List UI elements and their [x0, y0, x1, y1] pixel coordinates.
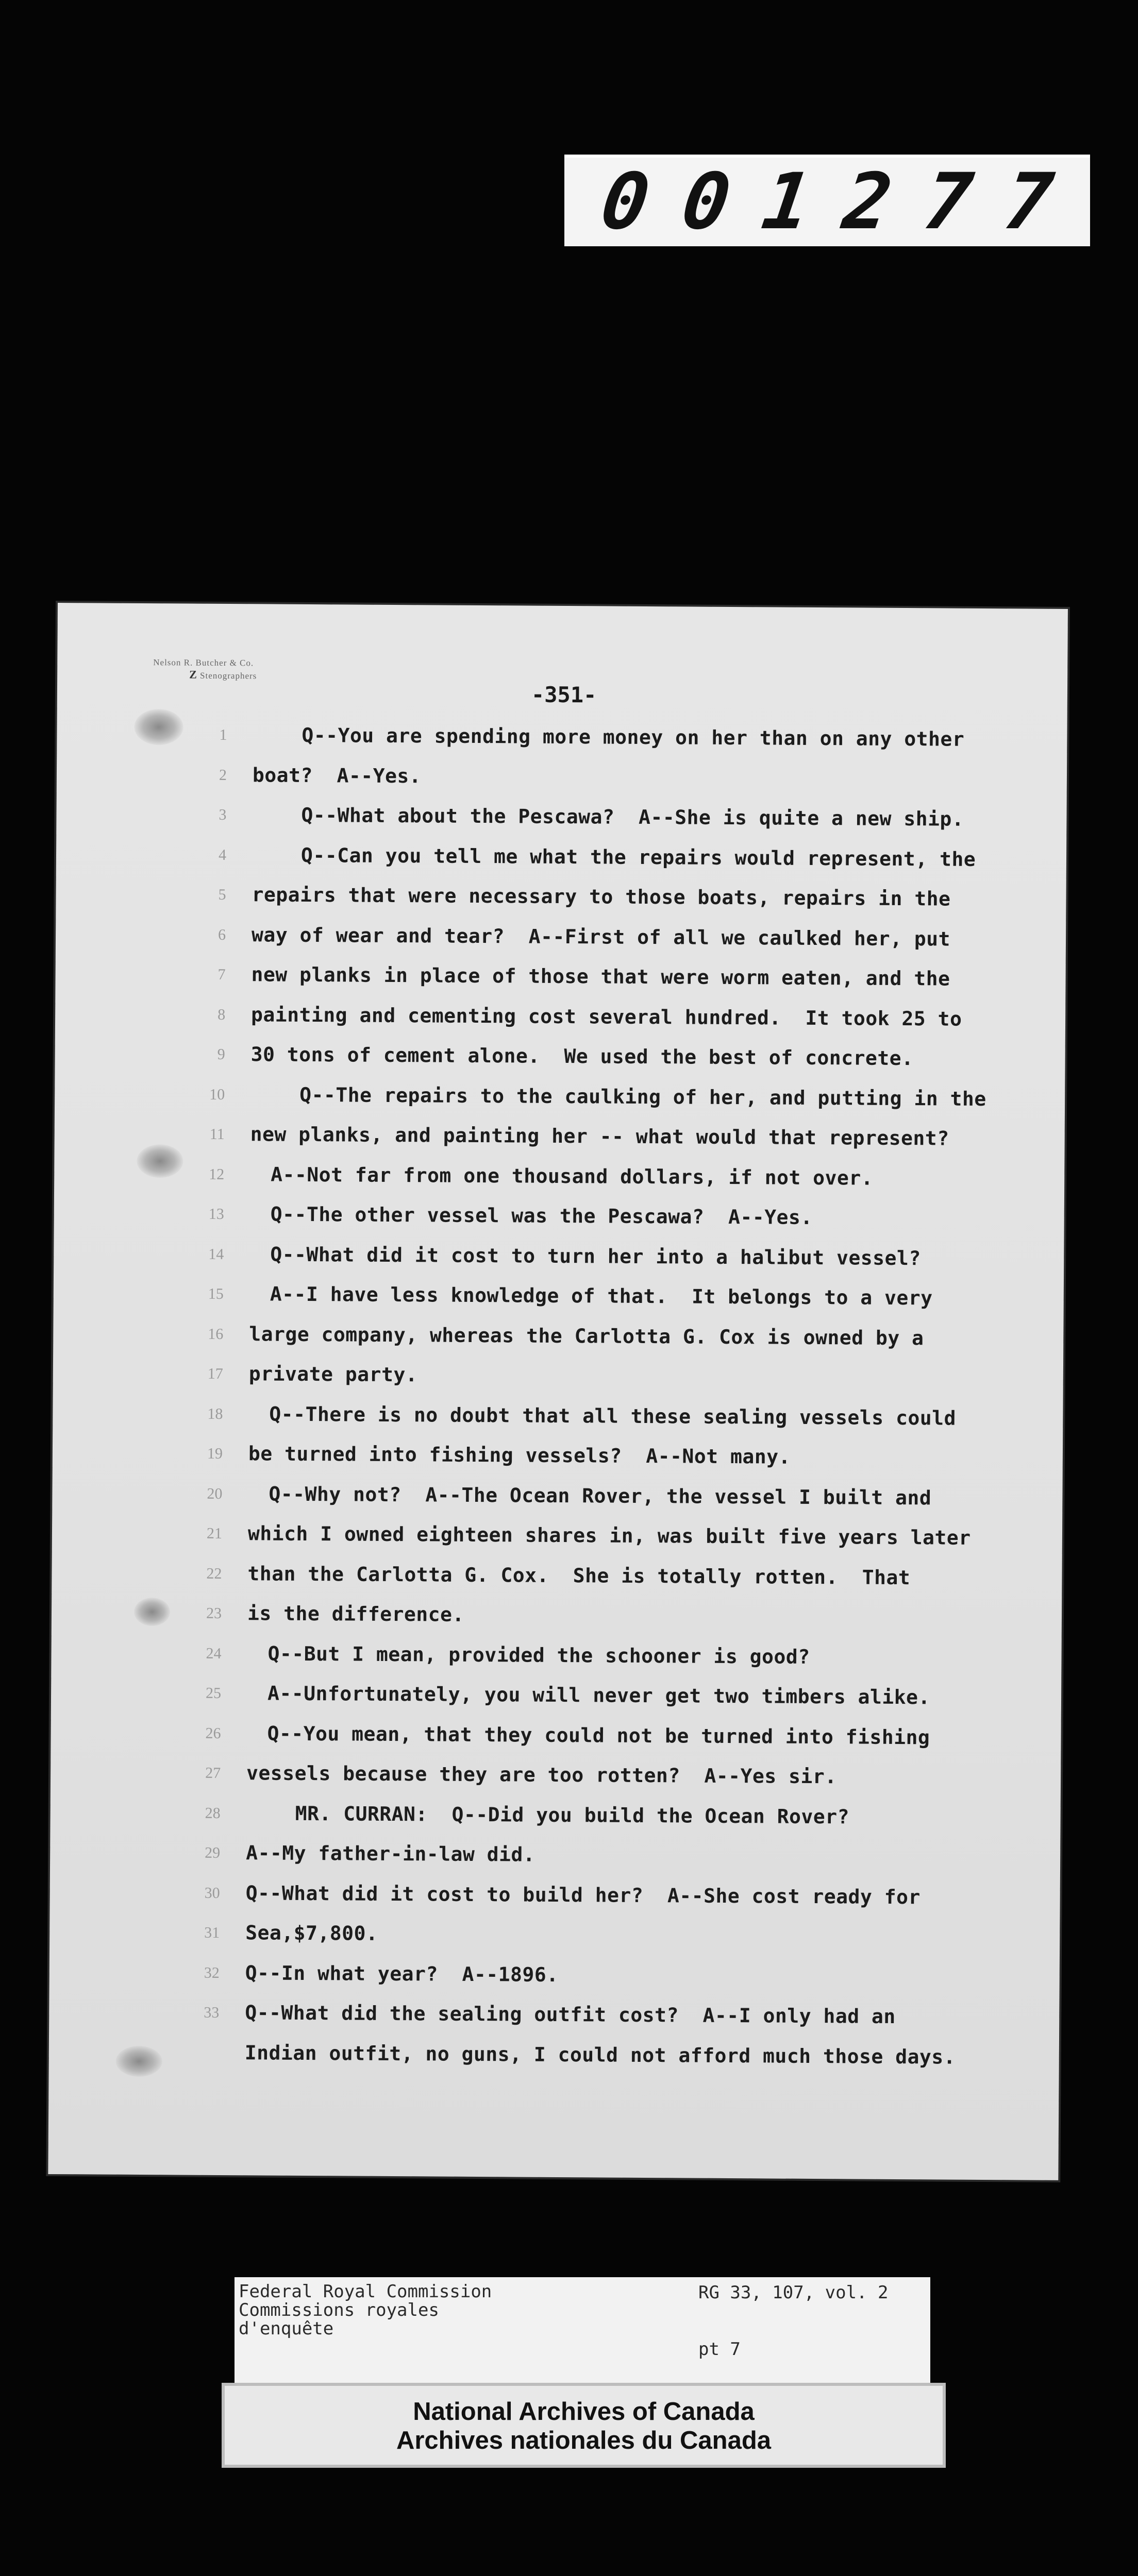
transcript-line: private party.: [248, 1362, 418, 1386]
transcript-line: which I owned eighteen shares in, was built five years later: [247, 1522, 971, 1549]
reel-caption: [235, 2277, 930, 2383]
letterhead-subtitle: Stenographers: [200, 670, 257, 681]
line-number: 4: [218, 846, 227, 863]
line-number: 31: [204, 1924, 220, 1941]
transcript-line: A--I have less knowledge of that. It belongs to a very: [270, 1282, 933, 1310]
punch-hole: [137, 1144, 183, 1178]
transcript-line: Q--What did it cost to build her? A--She cost ready for: [245, 1881, 921, 1908]
transcript-line: way of wear and tear? A--First of all we caulked her, put: [251, 923, 951, 951]
line-number: 12: [209, 1165, 225, 1183]
transcript-line: Q--But I mean, provided the schooner is good?: [267, 1642, 810, 1668]
transcript-line: is the difference.: [247, 1602, 464, 1626]
transcript-line: 30 tons of cement alone. We used the best of concrete.: [250, 1043, 914, 1070]
line-number: 11: [209, 1125, 225, 1143]
transcript-line: new planks in place of those that were worm eaten, and the: [251, 963, 950, 990]
transcript-line: MR. CURRAN: Q--Did you build the Ocean Rover?: [295, 1802, 850, 1828]
line-number: 33: [204, 2004, 220, 2021]
transcript-line: A--Not far from one thousand dollars, if not over.: [271, 1163, 874, 1190]
transcript-body: [245, 715, 1057, 2077]
line-number: 10: [209, 1086, 225, 1103]
line-number: 29: [205, 1844, 221, 1861]
line-number: 7: [217, 965, 226, 984]
line-number: 2: [219, 766, 227, 784]
line-number: 1: [219, 726, 227, 744]
transcript-line: Q--You are spending more money on her than on any other: [302, 723, 965, 751]
line-number: 18: [207, 1405, 223, 1422]
document-page: [48, 603, 1068, 2180]
transcript-line: Q--What did the sealing outfit cost? A--I only had an: [245, 2001, 896, 2028]
frame-number-strip: [564, 155, 1090, 246]
transcript-line: Q--There is no doubt that all these sealing vessels could: [269, 1402, 957, 1430]
line-number: 6: [217, 926, 226, 943]
line-number: 30: [204, 1884, 220, 1902]
punch-hole: [116, 2046, 162, 2077]
archives-name-fr: Archives nationales du Canada: [396, 2427, 772, 2454]
transcript-line: vessels because they are too rotten? A--Yes sir.: [246, 1761, 837, 1788]
transcript-line: large company, whereas the Carlotta G. Cox is owned by a: [249, 1322, 924, 1349]
line-number: 25: [205, 1684, 222, 1702]
line-number: 3: [219, 806, 227, 824]
letterhead: [153, 657, 257, 681]
archives-banner: [222, 2383, 946, 2468]
transcript-line: Q--Can you tell me what the repairs would represent, the: [300, 843, 976, 871]
frame-digit: 7: [918, 157, 978, 247]
line-number: 9: [217, 1045, 225, 1063]
frame-digit: 7: [999, 157, 1059, 247]
transcript-line: painting and cementing cost several hundred. It took 25 to: [250, 1003, 962, 1030]
archives-name-en: National Archives of Canada: [413, 2398, 755, 2426]
line-number: 32: [204, 1964, 220, 1981]
caption-part: pt 7: [698, 2339, 741, 2360]
letterhead-mark: Z: [189, 668, 197, 681]
transcript-line: Q--What about the Pescawa? A--She is quite a new ship.: [301, 803, 964, 831]
line-number: 21: [206, 1524, 223, 1542]
caption-title-fr: Commissions royales: [239, 2300, 439, 2320]
transcript-line: A--My father-in-law did.: [246, 1841, 535, 1866]
transcript-line: Q--In what year? A--1896.: [245, 1961, 559, 1986]
transcript-line: Q--The repairs to the caulking of her, and putting in the: [299, 1083, 986, 1110]
line-number: 17: [207, 1365, 223, 1382]
frame-digit: 0: [595, 157, 655, 247]
transcript-line: repairs that were necessary to those boats, repairs in the: [252, 883, 951, 910]
transcript-line: Q--Why not? A--The Ocean Rover, the vessel I built and: [269, 1482, 932, 1509]
caption-title: [239, 2282, 492, 2338]
line-number: 13: [208, 1205, 224, 1223]
transcript-line: new planks, and painting her -- what would that represent?: [250, 1123, 949, 1150]
letterhead-firm: Nelson R. Butcher & Co.: [153, 657, 254, 668]
transcript-line: than the Carlotta G. Cox. She is totally rotten. That: [247, 1562, 911, 1589]
line-number: 19: [207, 1445, 223, 1462]
transcript-line: Q--You mean, that they could not be turned into fishing: [267, 1722, 930, 1749]
transcript-line: Indian outfit, no guns, I could not afford much those days.: [244, 2041, 956, 2069]
line-number: 26: [205, 1724, 221, 1742]
frame-digit: 0: [676, 157, 736, 247]
punch-hole: [134, 709, 183, 745]
frame-digit: 2: [838, 157, 897, 247]
line-number: 8: [217, 1006, 226, 1023]
line-number: 20: [207, 1485, 223, 1502]
line-number: 28: [205, 1804, 221, 1822]
transcript-line: Q--The other vessel was the Pescawa? A--Yes.: [270, 1202, 813, 1229]
line-number: 22: [206, 1565, 222, 1582]
transcript-line: boat? A--Yes.: [252, 763, 422, 787]
line-number: 23: [206, 1604, 222, 1622]
caption-reference: RG 33, 107, vol. 2: [698, 2282, 889, 2303]
transcript-line: Q--What did it cost to turn her into a halibut vessel?: [270, 1243, 921, 1269]
line-number: 5: [218, 886, 226, 904]
transcript-line: be turned into fishing vessels? A--Not many.: [248, 1442, 791, 1468]
line-number: 27: [205, 1764, 221, 1782]
line-number: 16: [208, 1325, 224, 1343]
line-number: 15: [208, 1285, 224, 1302]
line-numbers: [178, 715, 227, 2033]
caption-title-fr2: d'enquête: [239, 2318, 334, 2339]
frame-digit: 1: [757, 157, 817, 247]
page-number: -351-: [531, 682, 597, 708]
punch-hole: [134, 1598, 170, 1626]
line-number: 14: [208, 1245, 224, 1263]
transcript-line: Sea,$7,800.: [245, 1921, 378, 1945]
line-number: 24: [206, 1645, 222, 1662]
transcript-line: A--Unfortunately, you will never get two timbers alike.: [267, 1682, 930, 1709]
caption-title-en: Federal Royal Commission: [239, 2281, 492, 2302]
